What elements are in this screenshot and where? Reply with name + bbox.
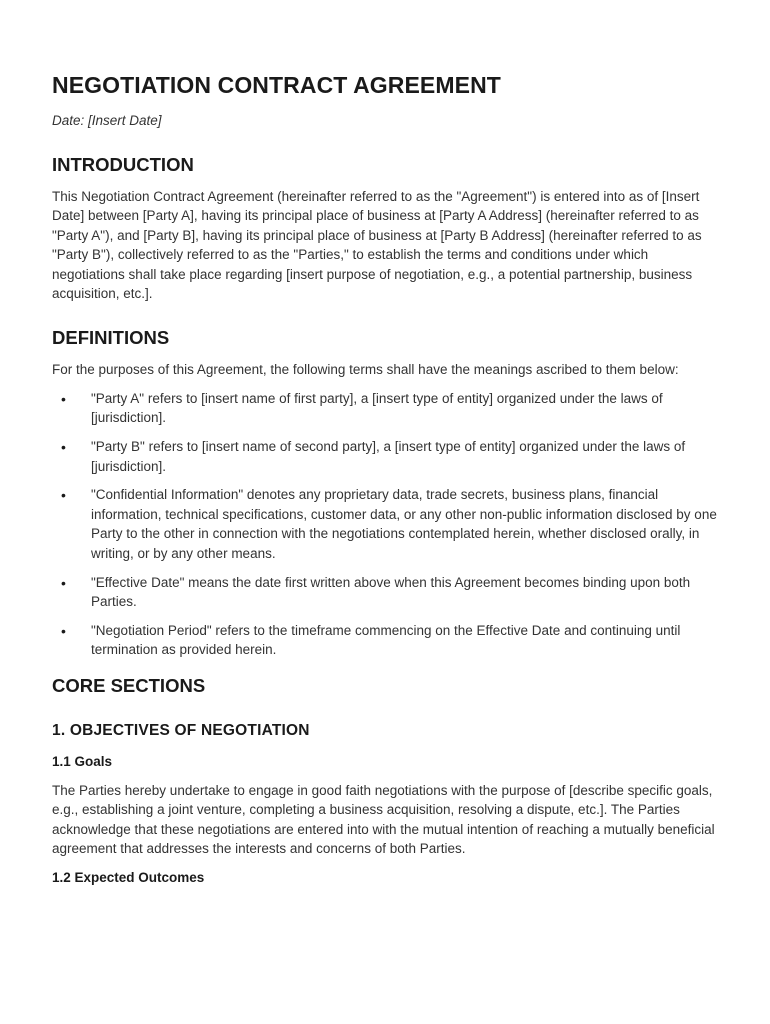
definition-text: "Negotiation Period" refers to the timeframe commencing on the Effective Date and continuing until termination as provided herein.	[91, 622, 681, 658]
introduction-paragraph: This Negotiation Contract Agreement (hereinafter referred to as the "Agreement") is entered into as of [Insert Date] between [Party A], having its principal place of business at [Party A Address] (hereinafter referred to as "Party A"), and [Party B], having its principal place of business at [Party B Address] (hereinafter referred to as "Party B"), collectively referred to as the "Parties," to establish the terms and conditions under which negotiations shall take place regarding [insert purpose of negotiation, e.g., a potential partnership, business acquisition, etc.].	[52, 189, 702, 302]
goals-paragraph: The Parties hereby undertake to engage in good faith negotiations with the purpose of [describe specific goals, e.g., establishing a joint venture, completing a business acquisition, resolving a dispute, etc.]. The Parties acknowledge that these negotiations are entered into with the mutual intention of reaching a mutually beneficial agreement that addresses the interests and concerns of both Parties.	[52, 782, 715, 856]
introduction-section	[52, 153, 722, 303]
definition-item	[52, 573, 722, 612]
bullet-icon: •	[61, 439, 66, 456]
definitions-heading: DEFINITIONS	[52, 327, 170, 349]
document-date: Date: [Insert Date]	[52, 113, 162, 128]
core-sections-heading: CORE SECTIONS	[52, 674, 206, 696]
definition-item	[52, 485, 722, 563]
bullet-icon: •	[61, 390, 66, 407]
bullet-icon: •	[61, 487, 66, 504]
document-page	[52, 70, 722, 887]
expected-outcomes-heading: 1.2 Expected Outcomes	[52, 870, 205, 886]
definition-item	[52, 389, 722, 428]
document-title: NEGOTIATION CONTRACT AGREEMENT	[52, 72, 501, 98]
definitions-intro: For the purposes of this Agreement, the following terms shall have the meanings ascribed to them below:	[52, 362, 679, 378]
definition-text: "Effective Date" means the date first written above when this Agreement becomes binding upon both Parties.	[91, 574, 691, 609]
definition-item	[52, 621, 722, 660]
definition-text: "Confidential Information" denotes any proprietary data, trade secrets, business plans, financial information, technical specifications, customer data, or any other non-public information disclosed by one Party to the other in connection with the negotiations contemplated herein, whether disclosed orally, in writing, or by any other means.	[91, 487, 717, 561]
goals-heading: 1.1 Goals	[52, 753, 113, 769]
bullet-icon: •	[61, 574, 66, 591]
introduction-heading: INTRODUCTION	[52, 154, 194, 175]
core-sections	[52, 674, 722, 888]
definition-text: "Party A" refers to [insert name of first party], a [insert type of entity] organized under the laws of [jurisdiction].	[91, 390, 663, 426]
definitions-section	[52, 326, 722, 659]
definition-text: "Party B" refers to [insert name of second party], a [insert type of entity] organized under the laws of [jurisdiction].	[91, 439, 686, 474]
definition-item	[52, 437, 722, 476]
bullet-icon: •	[61, 622, 66, 639]
objectives-heading: 1. OBJECTIVES OF NEGOTIATION	[52, 721, 310, 739]
definitions-list	[52, 389, 722, 660]
